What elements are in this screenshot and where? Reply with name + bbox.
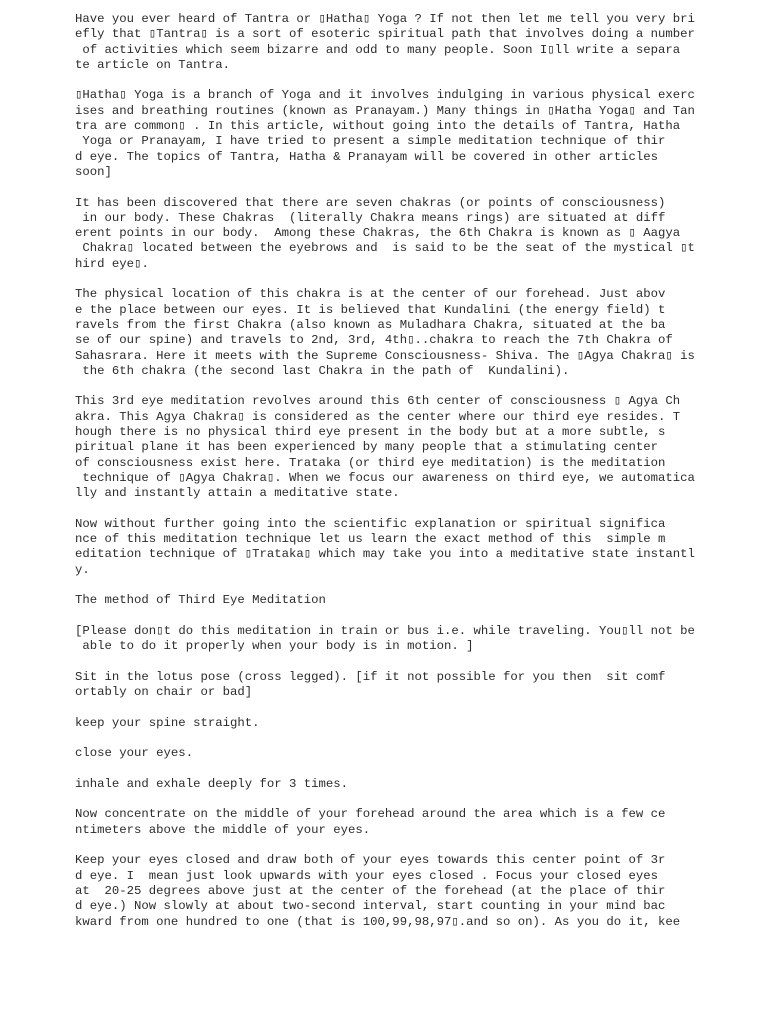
text-line: d eye. I mean just look upwards with your eyes closed . Focus your closed eyes bbox=[75, 868, 658, 883]
text-line: lly and instantly attain a meditative state. bbox=[75, 486, 400, 501]
paragraph bbox=[75, 88, 715, 180]
text-line: erent points in our body. Among these Chakras, the 6th Chakra is known as ▯ Aagya bbox=[75, 226, 681, 241]
paragraph bbox=[75, 670, 715, 701]
text-line: Have you ever heard of Tantra or ▯Hatha▯ Yoga ? If not then let me tell you very bri bbox=[75, 12, 695, 26]
text-line: y. bbox=[75, 562, 90, 577]
document-body bbox=[75, 12, 715, 945]
text-line: close your eyes. bbox=[75, 746, 194, 761]
paragraph bbox=[75, 287, 715, 379]
paragraph bbox=[75, 196, 715, 272]
text-line: hough there is no physical third eye present in the body but at a more subtle, s bbox=[75, 425, 666, 440]
text-line: piritual plane it has been experienced by many people that a stimulating center bbox=[75, 440, 658, 455]
text-line: in our body. These Chakras (literally Chakra means rings) are situated at diff bbox=[75, 210, 666, 225]
text-line: at 20-25 degrees above just at the center of the forehead (at the place of thir bbox=[75, 883, 666, 898]
text-line: Chakra▯ located between the eyebrows and is said to be the seat of the mystical ▯t bbox=[75, 241, 695, 256]
text-line: The physical location of this chakra is at the center of our forehead. Just abov bbox=[75, 287, 666, 302]
text-line: Now without further going into the scientific explanation or spiritual significa bbox=[75, 516, 666, 531]
text-line: ▯Hatha▯ Yoga is a branch of Yoga and it involves indulging in various physical exerc bbox=[75, 88, 695, 103]
text-line: hird eye▯. bbox=[75, 256, 149, 271]
text-line: akra. This Agya Chakra▯ is considered as the center where our third eye resides. T bbox=[75, 409, 681, 424]
text-line: ntimeters above the middle of your eyes. bbox=[75, 822, 371, 837]
text-line: ravels from the first Chakra (also known as Muladhara Chakra, situated at the ba bbox=[75, 317, 666, 332]
text-line: Now concentrate on the middle of your forehead around the area which is a few ce bbox=[75, 807, 666, 822]
paragraph bbox=[75, 716, 715, 731]
text-line: of consciousness exist here. Trataka (or third eye meditation) is the meditation bbox=[75, 455, 666, 470]
text-line: ises and breathing routines (known as Pranayam.) Many things in ▯Hatha Yoga▯ and Tan bbox=[75, 103, 695, 118]
text-line: soon] bbox=[75, 164, 112, 179]
text-line: Yoga or Pranayam, I have tried to present a simple meditation technique of thir bbox=[75, 134, 666, 149]
paragraph bbox=[75, 593, 715, 608]
text-line: d eye.) Now slowly at about two-second interval, start counting in your mind bac bbox=[75, 899, 666, 914]
paragraph bbox=[75, 853, 715, 929]
text-line: Sit in the lotus pose (cross legged). [if it not possible for you then sit comf bbox=[75, 669, 666, 684]
paragraph bbox=[75, 517, 715, 578]
text-line: d eye. The topics of Tantra, Hatha & Pranayam will be covered in other articles bbox=[75, 149, 658, 164]
paragraph bbox=[75, 746, 715, 761]
text-line: kward from one hundred to one (that is 100,99,98,97▯.and so on). As you do it, kee bbox=[75, 914, 681, 929]
paragraph bbox=[75, 394, 715, 501]
paragraph bbox=[75, 624, 715, 655]
text-line: Sahasrara. Here it meets with the Supreme Consciousness- Shiva. The ▯Agya Chakra▯ is bbox=[75, 348, 695, 363]
text-line: e the place between our eyes. It is believed that Kundalini (the energy field) t bbox=[75, 302, 666, 317]
text-line: [Please don▯t do this meditation in train or bus i.e. while traveling. You▯ll not be bbox=[75, 623, 695, 638]
paragraph bbox=[75, 777, 715, 792]
text-line: the 6th chakra (the second last Chakra in the path of Kundalini). bbox=[75, 363, 570, 378]
text-line: Keep your eyes closed and draw both of your eyes towards this center point of 3r bbox=[75, 853, 666, 868]
text-line: It has been discovered that there are seven chakras (or points of consciousness) bbox=[75, 195, 666, 210]
text-line: tra are common▯ . In this article, without going into the details of Tantra, Hatha bbox=[75, 119, 681, 134]
text-line: technique of ▯Agya Chakra▯. When we focus our awareness on third eye, we automatica bbox=[75, 470, 695, 485]
text-line: nce of this meditation technique let us learn the exact method of this simple m bbox=[75, 532, 666, 547]
text-line: ortably on chair or bad] bbox=[75, 685, 253, 700]
text-line: se of our spine) and travels to 2nd, 3rd, 4th▯..chakra to reach the 7th Chakra of bbox=[75, 333, 673, 348]
paragraph bbox=[75, 12, 715, 73]
text-line: efly that ▯Tantra▯ is a sort of esoteric spiritual path that involves doing a number bbox=[75, 27, 695, 42]
text-line: te article on Tantra. bbox=[75, 57, 230, 72]
text-line: inhale and exhale deeply for 3 times. bbox=[75, 776, 349, 791]
paragraph bbox=[75, 807, 715, 838]
text-line: keep your spine straight. bbox=[75, 715, 260, 730]
text-line: editation technique of ▯Trataka▯ which may take you into a meditative state instantl bbox=[75, 547, 695, 562]
text-line: of activities which seem bizarre and odd to many people. Soon I▯ll write a separa bbox=[75, 42, 681, 57]
text-line: This 3rd eye meditation revolves around this 6th center of consciousness ▯ Agya Ch bbox=[75, 394, 681, 409]
text-line: The method of Third Eye Meditation bbox=[75, 593, 326, 608]
text-line: able to do it properly when your body is in motion. ] bbox=[75, 639, 474, 654]
